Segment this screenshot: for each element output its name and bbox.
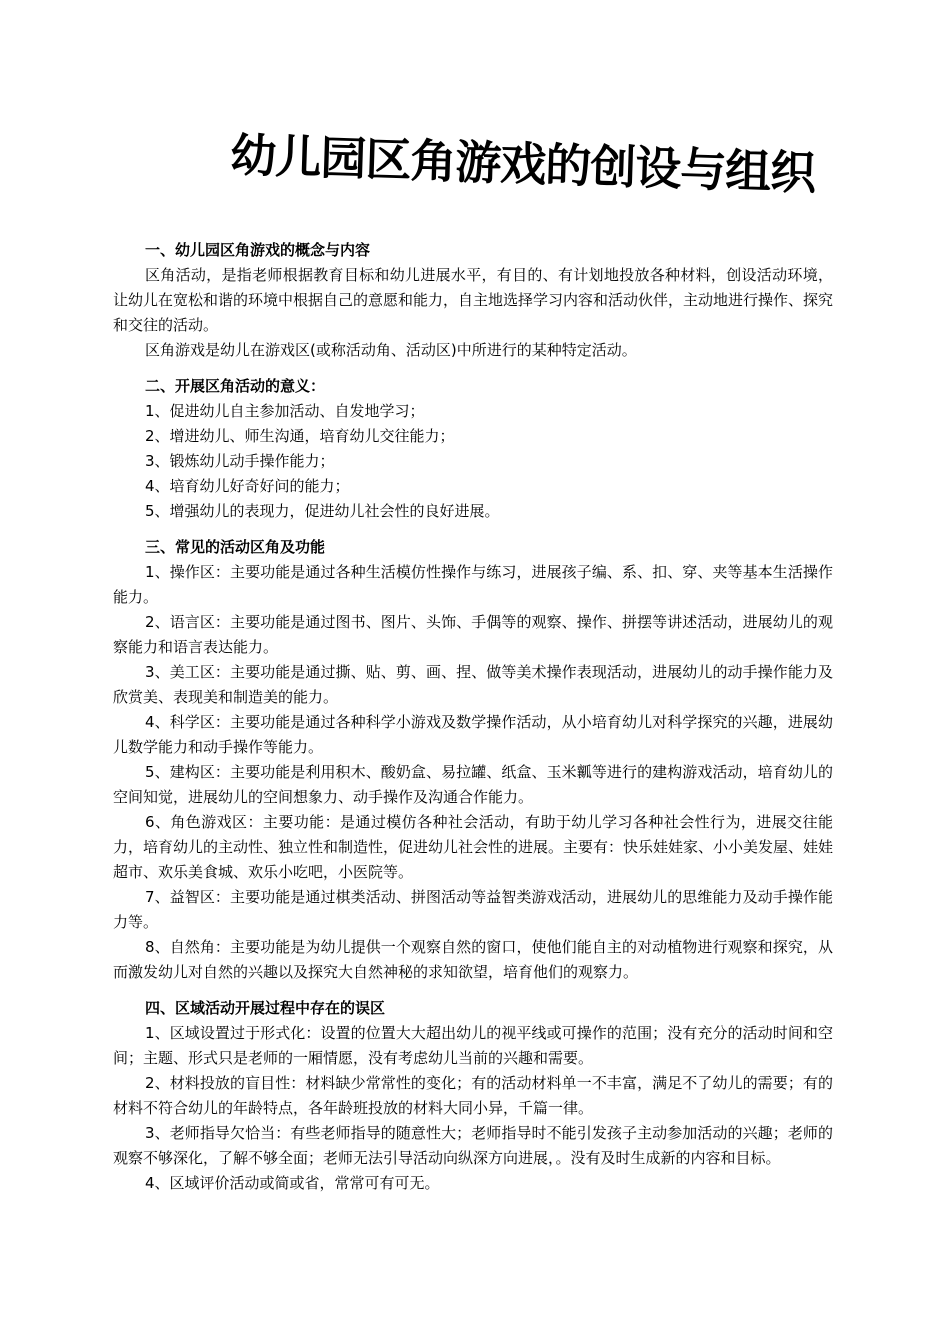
section-areas [113,535,833,985]
document-body [113,238,833,1207]
paragraph: 4、区域评价活动或简或省，常常可有可无。 [145,1174,440,1192]
section-heading: 三、常见的活动区角及功能 [145,538,326,556]
section-heading: 一、幼儿园区角游戏的概念与内容 [145,241,371,259]
section-significance [113,374,833,524]
list-item: 2、增进幼儿、师生沟通，培育幼儿交往能力； [145,427,455,445]
paragraph: 5、建构区：主要功能是利用积木、酸奶盒、易拉罐、纸盒、玉米瓤等进行的建构游戏活动，培育幼儿的空间知觉，进展幼儿的空间想象力、动手操作及沟通合作能力。 [113,763,833,806]
paragraph: 1、操作区：主要功能是通过各种生活模仿性操作与练习，进展孩子编、系、扣、穿、夹等基本生活操作能力。 [113,563,833,606]
paragraph: 3、老师指导欠恰当：有些老师指导的随意性大；老师指导时不能引发孩子主动参加活动的兴趣；老师的观察不够深化，了解不够全面；老师无法引导活动向纵深方向进展，。没有及时生成新的内容和目标。 [113,1124,833,1167]
paragraph: 8、自然角：主要功能是为幼儿提供一个观察自然的窗口，使他们能自主的对动植物进行观察和探究，从而激发幼儿对自然的兴趣以及探究大自然神秘的求知欲望，培育他们的观察力。 [113,938,833,981]
document-title: 幼儿园区角游戏的创设与组织 [229,127,817,201]
paragraph: 4、科学区：主要功能是通过各种科学小游戏及数学操作活动，从小培育幼儿对科学探究的兴趣，进展幼儿数学能力和动手操作等能力。 [113,713,833,756]
paragraph: 区角游戏是幼儿在游戏区(或称活动角、活动区)中所进行的某种特定活动。 [145,341,637,359]
paragraph: 6、角色游戏区：主要功能：是通过模仿各种社会活动，有助于幼儿学习各种社会性行为，进展交往能力，培育幼儿的主动性、独立性和制造性，促进幼儿社会性的进展。主要有：快乐娃娃家、小小美发屋、娃娃超市、欢乐美食城、欢乐小吃吧，小医院等。 [113,813,834,881]
list-item: 1、促进幼儿自主参加活动、自发地学习； [145,402,425,420]
paragraph: 1、区域设置过于形式化：设置的位置大大超出幼儿的视平线或可操作的范围；没有充分的活动时间和空间；主题、形式只是老师的一厢情愿，没有考虑幼儿当前的兴趣和需要。 [113,1024,833,1067]
paragraph: 7、益智区：主要功能是通过棋类活动、拼图活动等益智类游戏活动，进展幼儿的思维能力及动手操作能力等。 [113,888,833,931]
list-item: 3、锻炼幼儿动手操作能力； [145,452,335,470]
section-misconceptions [113,996,833,1196]
section-concept [113,238,833,363]
list-item: 5、增强幼儿的表现力，促进幼儿社会性的良好进展。 [145,502,500,520]
paragraph: 2、语言区：主要功能是通过图书、图片、头饰、手偶等的观察、操作、拼摆等讲述活动，进展幼儿的观察能力和语言表达能力。 [113,613,833,656]
section-heading: 四、区域活动开展过程中存在的误区 [145,999,386,1017]
list-item: 4、培育幼儿好奇好问的能力； [145,477,350,495]
paragraph: 2、材料投放的盲目性：材料缺少常常性的变化；有的活动材料单一不丰富，满足不了幼儿的需要；有的材料不符合幼儿的年龄特点，各年龄班投放的材料大同小异，千篇一律。 [113,1074,833,1117]
paragraph: 3、美工区：主要功能是通过撕、贴、剪、画、捏、做等美术操作表现活动，进展幼儿的动手操作能力及欣赏美、表现美和制造美的能力。 [113,663,833,706]
paragraph: 区角活动，是指老师根据教育目标和幼儿进展水平，有目的、有计划地投放各种材料，创设活动环境，让幼儿在宽松和谐的环境中根据自己的意愿和能力，自主地选择学习内容和活动伙伴，主动地进行操作、探究和交往的活动。 [113,266,834,334]
section-heading: 二、开展区角活动的意义： [145,377,326,395]
